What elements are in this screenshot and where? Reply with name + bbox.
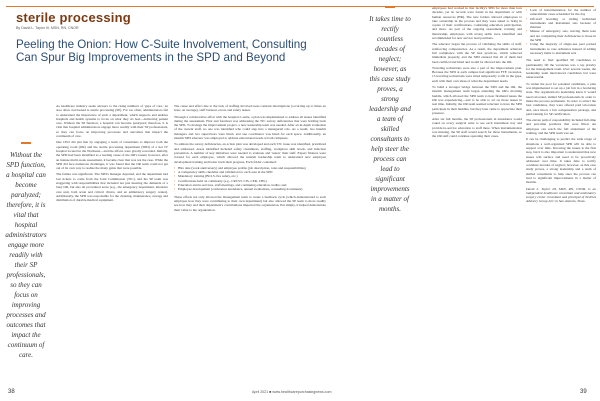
pullquote-left-text: Without the SPD function, a hospital can become paralyzed; therefore, it is vital that hospital administrators engage more readily with their SP professionals, so they can focus on improving processes and outcomes that impact the continuum of care. (5, 151, 47, 359)
footer-issue-url: April 2021 ■ www.healthcarepurchasingnews.com (252, 390, 332, 394)
pullquote-right-text: It takes time to rectify countless decades of neglect; however, as this case study proves, a strong leadership and a team of skilled consultants to help steer the process can lead to significant improvements in a matter of months. (369, 15, 411, 213)
page-number-left: 38 (8, 389, 15, 395)
article-column-2 (174, 104, 326, 368)
list-item: • Misuse of emergency sets, leaving them lean and not completing their deficiencies to those in the SPD (526, 29, 596, 42)
article-title: Peeling the Onion: How C-Suite Involvement, Consulting Can Spur Big Improvements in the SPD and Beyond (16, 38, 307, 64)
list-item: • Off-staff hoarding or hiding individual instruments and instrument sets because of mistrust (526, 17, 596, 30)
pullquote-right (368, 6, 412, 214)
paragraph: To address the survey deficiencies, an action plan was developed and each TJC issue was identified, prioritized and addressed. Areas identified included safety cleanliness, staffing, workplace skill levels, and infection prevention. A number of key initiatives were needed to evaluate and 'renew' their staff. Expert fixtures were created for each employee, which allowed the interim leadership team to understand new employee development training and better track their progress. Each folder contained: (174, 142, 326, 164)
paragraph: It can be challenging to predict the wide range of situations a well-organized SPD will be able to support over time. Knowing the issues is the first step, but it is also important to understand that new issues will surface and need to be proactively addressed over time. It takes time to rectify countless decades of neglect; however, as this case study proves, a strong leadership and a team of skilled consultants to help steer the process can lead to significant improvements in a matter of months. (526, 137, 596, 185)
quote-mark-icon (385, 6, 395, 8)
paragraph: To widen the pool for potential candidates, a plan was implemented to set up a job fair in a bordering state. The organization's leadership knew it would need relocated, skilled SP professionals in order to make the process permanent. In order to attract the best candidates, they were offered paid relocation and, once hired, a fair compensation package, and paid training for SP certification. (526, 81, 596, 116)
article-column-4 (526, 6, 596, 382)
paragraph: To build a stronger bridge between the SPD and the OR, the interim management team began attending the OR's morning huddle, which allowed the SPD team to hear firsthand issues the OR was experiencing—and to be able to act on those issues in real time. Initially, the OR team seemed reluctant to have the SPD participate in their huddles, but they later came to appreciate their presence. (432, 85, 522, 115)
paragraph: After six full months, the SP professionals in attendance would round on every surgical suite to see each instrument tray and provide in-service education to staff there. When instrumentation was missing, the SP staff would search for those instruments, so the OR staff could continue operating their cases. (432, 117, 522, 139)
list-item: • Mandatory training (BCLS, fire safety, etc.) (174, 174, 326, 178)
section-label: sterile processing (16, 10, 131, 25)
list-item: • Using the majority of single-use peel packed instruments as case ordinance instead of adding necessary items to instrument sets (526, 42, 596, 55)
folder-contents-list (174, 166, 326, 192)
list-item: • Lack of instrumentation for the number of same/similar cases scheduled for the day (526, 8, 596, 17)
list-item: • Hire date (work anniversary) and employee profile (job description, roles and responsibilities) (174, 166, 326, 170)
paragraph: The need to find qualified SP candidates to permanently fill the vacancies was a top priority for the management team. Over several weeks, the leadership team interviewed candidates but were unsuccessful. (526, 58, 596, 80)
paragraph: Traveling technicians were also a part of the improvement plan. Because the SPD at each campus had significant FTE vacancies, 15 traveling technicians were hired temporarily to fill in the gaps, each with their own ideas of what the department needs. (432, 65, 522, 83)
list-item: • A competency skills checklist and validation for each area in the SPD (174, 170, 326, 174)
page-footer (0, 386, 600, 401)
byline: By David L. Taylor III, MSN, RN, CNOR (16, 26, 79, 30)
paragraph: Through a collaborative effort with the hospital C-suite, a plan was implemented to address all issues identified during the assessment. First and foremost was addressing the TJC survey deficiencies that were holding back the SPD. To manage the improvement project, a new leadership team was needed. After an in-depth evaluation of the current staff, no one was identified who could step into a managerial role. As a result, two interim managers and two supervisors were hired, and one coordinator was hired for each space. Additionally, an interim SPD educator was employed to address educational needs at both campuses. (174, 114, 326, 141)
list-item: • Education and in-services, staff meetings, and continuing education credits; and (174, 183, 326, 187)
quote-mark-icon (21, 142, 31, 144)
issues-list (526, 8, 596, 55)
paragraph: These efforts not only allowed the management team to create a feedback cycle (which demonstrated to each employee how they were contributing to their own department) but also allowed the SP team to more readily see how they and their department's contributions impacted the organization. Put simply, it helped demonstrate their value to the organization. (174, 194, 326, 212)
paragraph: The cause and effect due to the lack of staffing involved near-constant interruptions (occurring up to times an hour, on average), staff burnout, errors and safety issues. (174, 104, 326, 113)
article-column-1 (56, 104, 168, 368)
paragraph: The eleven path of responsibility included full-time and part-time positions that were filled. An employee can reach the full attainment of the training, and the SPD team was set. (526, 118, 596, 136)
paragraph: The failure was significant. The SPD's manager departed, and the department had lost tickets to come from the Joint Commission (TJC), and the SP team was staggering with responsibilities that included not just meeting the demands of a busy OR, but also all procedural areas (e.g., the emergency department, intensive care unit, both acute and critical clinics, and an ambulatory surgery center). Additionally, the SPD was responsible for the cleaning, maintenance, storage and distribution of durable medical equipment. (56, 172, 168, 203)
page-number-right: 39 (580, 389, 587, 395)
author-bio: David L. Taylor III, MSN, RN, CNOR, is an independent healthcare consultant and ambulatory surgery center consultant and principal of Nedrick Advisory Group LLC in San Antonio, Texas. (526, 186, 596, 204)
paragraph: employees had worked in that facility's SPD for more than four decades, yet no records were found in the department or with human resources (HR). The new folders allowed employees to take ownership in the process and they were asked to bring in copies of their certifications, continuing education participation, and more. As part of the ongoing assessment, training and mentorship, employees with strong skills were identified and recommended for new service lead positions. (432, 6, 522, 41)
paragraph: As healthcare industry seeks answers to the rising numbers of 'gaps of care,' an area often overlooked is sterile processing (SP). Far too often, administrators fail to understand the importance of such a department, which supports and enables hospitals and health systems to focus on what they do best—delivering patient care. Without the SP function, a hospital can become paralyzed; therefore, it is vital that hospital administrators engage more readily with their SP professionals, so they can focus on improving processes and outcomes that impact the continuum of care. (56, 104, 168, 139)
paragraph: One CEO did just that by engaging a team of consultants to improve both the operating room (OR) and the sterile processing department (SPD) of a tier IV hospital located in the Northeast—and the efforts were greatly rewarded. Initially, the SPD had been identified as a leading cause of the OR's issues; however, after an intense multi-week assessment, it became clear that was not the case. While the SPD did face numerous challenges, it was found that the OR team could not get out of its own way to realize the many gains that were possible. (56, 140, 168, 171)
article-column-3 (432, 6, 522, 382)
paragraph: The educator began the process of validating the skills of staff, reinforcing competencies. As a result, the department achieved full compliance with the SP best practices, which removed immediate jeopardy, and the SPD ensured that all of them had been certified and hired and would be allowed into the OR. (432, 42, 522, 64)
list-item: • Certifications held on commonly (e.g., CRCST, CIS, CER, CHL) (174, 179, 326, 183)
list-item: • Employee development (conference attendance, annual evaluations, counseling documents) (174, 187, 326, 191)
pullquote-left (4, 142, 48, 360)
